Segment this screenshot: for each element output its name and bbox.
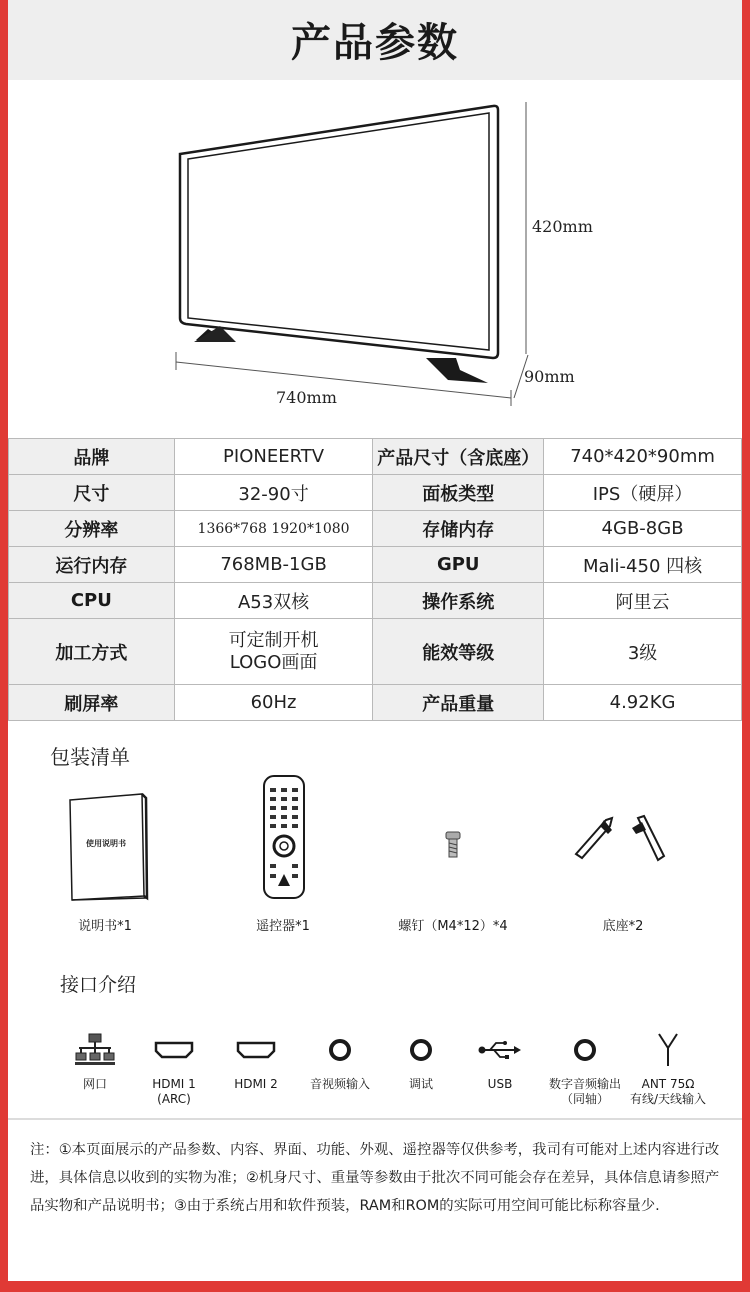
spec-key: 存储内存 bbox=[373, 511, 544, 547]
spec-value-line: 可定制开机 bbox=[228, 629, 319, 651]
spec-key: 运行内存 bbox=[9, 547, 175, 583]
spec-value bbox=[174, 619, 373, 685]
spec-value: A53双核 bbox=[174, 583, 373, 619]
width-dimension: 740mm bbox=[276, 388, 337, 407]
manual-cover-text: 使用说明书 bbox=[86, 839, 126, 848]
spec-key: 产品尺寸（含底座） bbox=[373, 439, 544, 475]
spec-value: 60Hz bbox=[174, 685, 373, 721]
spec-value: 4.92KG bbox=[544, 685, 742, 721]
spec-table bbox=[8, 438, 742, 721]
screw-icon bbox=[378, 770, 528, 910]
spec-value: 阿里云 bbox=[544, 583, 742, 619]
port-antenna bbox=[623, 1030, 713, 1110]
port-hdmi2 bbox=[211, 1030, 301, 1110]
spec-value: IPS（硬屏） bbox=[544, 475, 742, 511]
spec-value-line: LOGO画面 bbox=[229, 651, 318, 673]
port-debug bbox=[376, 1030, 466, 1110]
page-frame bbox=[8, 0, 742, 1281]
spec-key: 尺寸 bbox=[9, 475, 175, 511]
spec-value: Mali-450 四核 bbox=[544, 547, 742, 583]
ports-title: 接口介绍 bbox=[60, 974, 137, 996]
page-title: 产品参数 bbox=[291, 20, 459, 66]
spec-value: 740*420*90mm bbox=[544, 439, 742, 475]
stand-feet-icon bbox=[548, 770, 698, 910]
port-label: HDMI 2 bbox=[234, 1077, 278, 1091]
port-hdmi1 bbox=[129, 1030, 219, 1110]
divider bbox=[8, 1118, 742, 1120]
package-title: 包装清单 bbox=[50, 745, 130, 769]
table-row bbox=[9, 475, 742, 511]
port-usb bbox=[455, 1030, 545, 1110]
hdmi-icon bbox=[154, 1040, 194, 1060]
table-row bbox=[9, 583, 742, 619]
port-label: 音视频输入 bbox=[309, 1077, 370, 1091]
package-item-label: 螺钉（M4*12）*4 bbox=[398, 919, 508, 934]
spec-key: 品牌 bbox=[9, 439, 175, 475]
spec-key: 操作系统 bbox=[373, 583, 544, 619]
port-av-input bbox=[295, 1030, 385, 1110]
hdmi-icon bbox=[236, 1040, 276, 1060]
usb-icon bbox=[478, 1040, 522, 1060]
port-label: HDMI 1 (ARC) bbox=[152, 1077, 196, 1106]
port-label: 调试 bbox=[408, 1077, 433, 1091]
spec-key: 面板类型 bbox=[373, 475, 544, 511]
package-item-stand bbox=[548, 770, 698, 945]
spec-key: CPU bbox=[9, 583, 175, 619]
spec-key: 产品重量 bbox=[373, 685, 544, 721]
spec-value: 4GB-8GB bbox=[544, 511, 742, 547]
ethernet-icon bbox=[75, 1033, 115, 1067]
spec-value: PIONEERTV bbox=[174, 439, 373, 475]
port-label: USB bbox=[487, 1077, 513, 1091]
package-item-screw bbox=[378, 770, 528, 945]
table-row bbox=[9, 511, 742, 547]
port-coaxial bbox=[540, 1030, 630, 1110]
spec-key: GPU bbox=[373, 547, 544, 583]
table-row bbox=[9, 619, 742, 685]
port-label: 数字音频输出 （同轴） bbox=[548, 1077, 621, 1106]
spec-value: 3级 bbox=[544, 619, 742, 685]
tv-drawing-icon bbox=[8, 80, 742, 440]
spec-value: 1366*768 1920*1080 bbox=[174, 511, 373, 547]
port-label: ANT 75Ω 有线/天线输入 bbox=[629, 1077, 707, 1106]
table-row bbox=[9, 547, 742, 583]
antenna-icon bbox=[656, 1032, 680, 1068]
depth-dimension: 90mm bbox=[524, 367, 575, 386]
package-item-manual bbox=[30, 770, 180, 945]
tv-illustration bbox=[8, 80, 742, 440]
package-item-label: 底座*2 bbox=[602, 919, 644, 934]
spec-value: 768MB-1GB bbox=[174, 547, 373, 583]
spec-value: 32-90寸 bbox=[174, 475, 373, 511]
port-label: 网口 bbox=[82, 1077, 107, 1091]
spec-key: 加工方式 bbox=[9, 619, 175, 685]
av-input-icon bbox=[326, 1036, 354, 1064]
spec-key: 刷屏率 bbox=[9, 685, 175, 721]
manual-icon bbox=[30, 770, 180, 910]
package-item-label: 遥控器*1 bbox=[256, 919, 310, 934]
package-item-remote bbox=[208, 770, 358, 945]
title-band bbox=[8, 0, 742, 80]
table-row bbox=[9, 439, 742, 475]
spec-key: 分辨率 bbox=[9, 511, 175, 547]
package-item-label: 说明书*1 bbox=[78, 919, 132, 934]
debug-port-icon bbox=[407, 1036, 435, 1064]
table-row bbox=[9, 685, 742, 721]
height-dimension: 420mm bbox=[532, 217, 593, 236]
coaxial-icon bbox=[571, 1036, 599, 1064]
spec-key: 能效等级 bbox=[373, 619, 544, 685]
remote-icon bbox=[208, 770, 358, 910]
port-ethernet bbox=[50, 1030, 140, 1110]
disclaimer-note: 注：①本页面展示的产品参数、内容、界面、功能、外观、遥控器等仅供参考，我司有可能对上述内容进行改进，具体信息以收到的实物为准；②机身尺寸、重量等参数由于批次不同可能会存在差异，具体信息请参照产品实物和产品说明书；③由于系统占用和软件预装，RAM和ROM的实际可用空间可能比标称容量少. bbox=[30, 1142, 720, 1214]
